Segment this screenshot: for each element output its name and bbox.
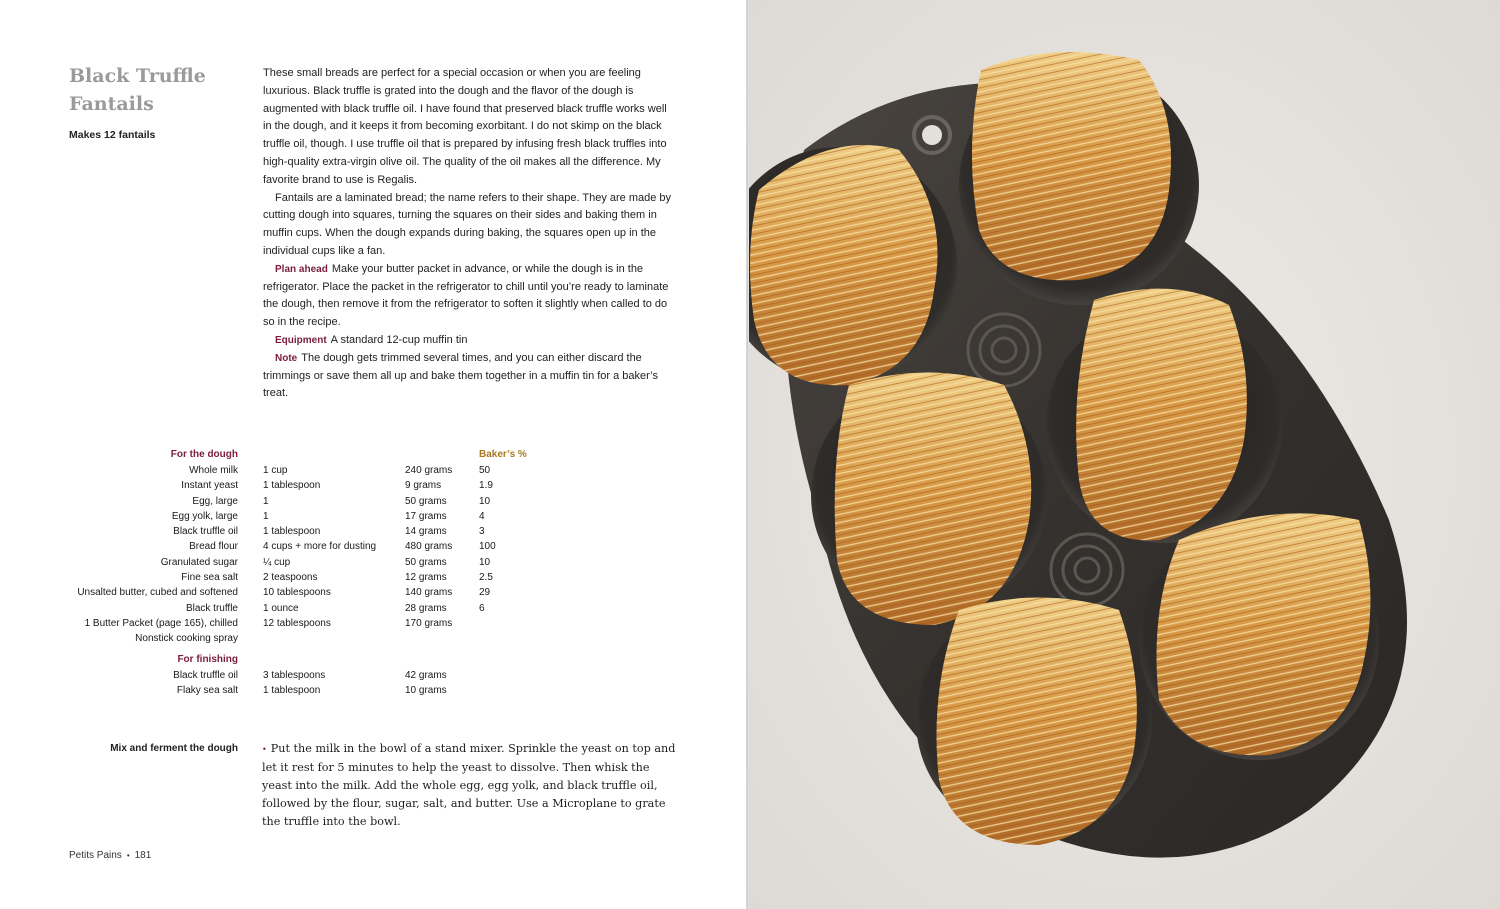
ingredient-bakers-percent: 10: [479, 495, 491, 507]
ingredient-bakers-percent: 50: [479, 465, 491, 476]
ingredient-volume: 1: [263, 495, 269, 507]
note-label: Note: [275, 352, 298, 364]
ingredient-row: [60, 539, 540, 554]
intro-paragraph-2: Fantails are a laminated bread; the name refers to their shape. They are made by cutting dough into squares, turning the squares on their sides and baking them in muffin cups. When the dough expands during baking, the squares open up in the individual cups like a fan.: [263, 191, 672, 257]
tin-hole-inner: [922, 125, 942, 145]
dough-heading-row: [60, 446, 540, 463]
ingredient-grams: 17 grams: [405, 510, 447, 522]
step-text: [262, 740, 678, 831]
ingredient-bakers-percent: 2.5: [479, 572, 493, 584]
ingredient-name: Unsalted butter, cubed and softened: [77, 587, 238, 599]
page-footer: [69, 850, 151, 861]
ingredient-volume: 10 tablespoons: [263, 587, 331, 599]
ingredient-row: [60, 585, 540, 600]
ingredient-name: Black truffle: [185, 602, 238, 614]
ingredient-grams: 480 grams: [405, 541, 453, 553]
ingredient-row: [60, 631, 540, 646]
ingredient-volume: 1: [263, 510, 269, 522]
ingredient-name: Fine sea salt: [181, 572, 238, 584]
dough-ingredient-list: [60, 463, 540, 647]
finishing-heading: For finishing: [177, 653, 238, 665]
recipe-yield: Makes 12 fantails: [69, 129, 156, 141]
ingredient-volume: 1 tablespoon: [263, 684, 321, 696]
step-label: Mix and ferment the dough: [110, 743, 238, 754]
page-number: 181: [134, 850, 152, 861]
ingredient-volume: 3 tablespoons: [263, 669, 326, 681]
ingredient-bakers-percent: 100: [479, 541, 496, 553]
ingredient-row: [60, 683, 540, 698]
ingredient-volume: 4 cups + more for dusting: [263, 541, 377, 553]
fantail-pastry: [750, 145, 937, 385]
bakers-percent-heading: Baker’s %: [479, 449, 527, 460]
ingredient-grams: 9 grams: [405, 480, 442, 492]
ingredient-bakers-percent: 1.9: [479, 480, 493, 492]
ingredient-grams: 10 grams: [405, 684, 447, 696]
ingredient-grams: 50 grams: [405, 495, 447, 507]
ingredient-volume: 1 ounce: [263, 602, 299, 614]
ingredient-row: [60, 668, 540, 683]
plan-ahead-text: Make your butter packet in advance, or while the dough is in the refrigerator. Place the packet in the refrigerator to chill until you’re ready to laminate the dough, then remove it from the refrigerator to soften it slightly when called to do so in the recipe.: [263, 262, 669, 329]
ingredient-name: Black truffle oil: [173, 669, 238, 681]
ingredient-grams: 12 grams: [405, 572, 447, 584]
intro-text: [263, 65, 677, 403]
step-bullet: •: [262, 745, 267, 754]
ingredient-grams: 28 grams: [405, 602, 447, 614]
note: [263, 350, 677, 403]
ingredient-grams: 170 grams: [405, 617, 453, 629]
ingredient-name: 1 Butter Packet (page 165), chilled: [84, 617, 238, 629]
ingredient-row: [60, 570, 540, 585]
fantails-photo: [749, 0, 1500, 909]
ingredient-name: Instant yeast: [181, 480, 238, 492]
ingredient-name: Black truffle oil: [173, 526, 238, 538]
ingredient-row: [60, 509, 540, 524]
ingredient-row: [60, 478, 540, 493]
left-page: [0, 0, 748, 909]
ingredient-volume: 1 tablespoon: [263, 480, 321, 492]
plan-ahead-label: Plan ahead: [275, 263, 328, 275]
ingredient-volume: 1 tablespoon: [263, 526, 321, 538]
right-page: [749, 0, 1500, 909]
ingredient-row: [60, 601, 540, 616]
dough-heading: For the dough: [170, 449, 238, 460]
ingredient-grams: 42 grams: [405, 669, 447, 681]
ingredient-row: [60, 463, 540, 478]
ingredient-grams: 14 grams: [405, 526, 447, 538]
ingredient-bakers-percent: 10: [479, 556, 491, 568]
ingredients-table: [60, 446, 540, 698]
ingredient-grams: 240 grams: [405, 465, 453, 476]
intro-paragraph-1: These small breads are perfect for a special occasion or when you are feeling luxurious. Black truffle is grated into the dough and the flavor of the dough is augmented with black truffle oil. I have found that preserved black truffle works well in the dough, and it keeps it from becoming exorbitant. I do not skimp on the black truffle oil, though. I use truffle oil that is prepared by infusing fresh black truffles into high-quality extra-virgin olive oil. The quality of the oil makes all the difference. My favorite brand to use is Regalis.: [263, 67, 667, 186]
ingredient-name: Bread flour: [189, 541, 238, 553]
ingredient-volume: 12 tablespoons: [263, 617, 331, 629]
ingredient-bakers-percent: 29: [479, 587, 491, 599]
ingredient-row: [60, 616, 540, 631]
ingredient-bakers-percent: 3: [479, 526, 485, 538]
ingredient-volume: ¼ cup: [263, 556, 291, 568]
ingredient-name: Nonstick cooking spray: [135, 633, 238, 645]
ingredient-row: [60, 494, 540, 509]
title-line-2: Fantails: [69, 93, 154, 115]
ingredient-grams: 140 grams: [405, 587, 453, 599]
equipment-note: [263, 332, 677, 350]
step-body: Put the milk in the bowl of a stand mixer. Sprinkle the yeast on top and let it rest for 5 minutes to help the yeast to dissolve. Then whisk the yeast into the milk. Add the whole egg, egg yolk, and black truffle oil, followed by the flour, sugar, salt, and butter. Use a Microplane to grate the truffle into the bowl.: [262, 742, 676, 828]
ingredient-name: Egg, large: [192, 495, 238, 507]
ingredient-name: Granulated sugar: [160, 556, 238, 568]
title-line-1: Black Truffle: [69, 65, 206, 87]
ingredient-name: Whole milk: [189, 465, 238, 476]
note-text: The dough gets trimmed several times, and you can either discard the trimmings or save them all up and bake them together in a muffin tin for a baker’s treat.: [263, 351, 658, 400]
finishing-heading-row: [60, 651, 540, 668]
ingredient-bakers-percent: 6: [479, 602, 485, 614]
equipment-text: A standard 12-cup muffin tin: [330, 333, 468, 346]
ingredient-row: [60, 524, 540, 539]
fantail-pastry: [972, 52, 1171, 280]
finishing-ingredient-list: [60, 668, 540, 699]
ingredient-bakers-percent: 4: [479, 510, 485, 522]
ingredient-row: [60, 555, 540, 570]
equipment-label: Equipment: [275, 334, 327, 346]
plan-ahead-note: [263, 261, 677, 332]
fantail-pastry: [937, 598, 1137, 846]
ingredient-volume: 2 teaspoons: [263, 572, 318, 584]
footer-section: Petits Pains: [69, 850, 122, 861]
recipe-title: [69, 62, 239, 118]
footer-separator: •: [126, 851, 130, 860]
ingredient-name: Egg yolk, large: [171, 510, 238, 522]
ingredient-grams: 50 grams: [405, 556, 447, 568]
ingredient-volume: 1 cup: [263, 465, 288, 476]
ingredient-name: Flaky sea salt: [176, 684, 238, 696]
